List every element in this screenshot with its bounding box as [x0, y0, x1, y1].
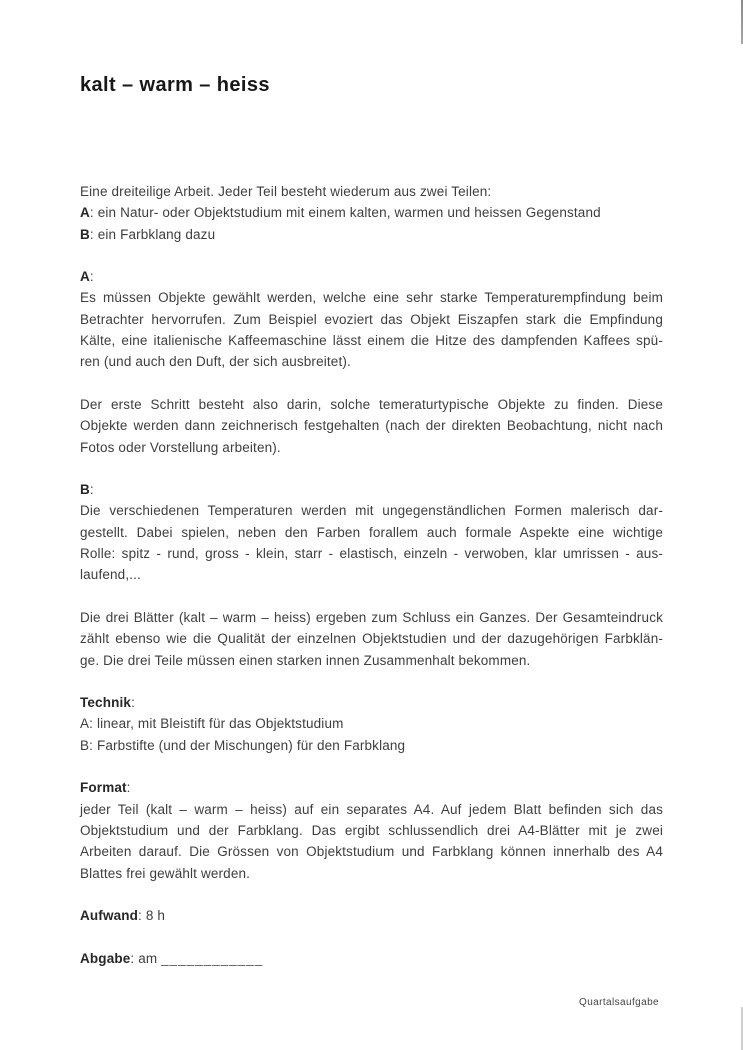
- aufwand-label: Aufwand: [80, 908, 139, 924]
- format-colon: :: [126, 780, 131, 796]
- text-line: Objekte werden dann zeichnerisch festgehalten (nach der direkten Beobachtung, nicht nach: [80, 418, 663, 434]
- text-line: laufend,...: [80, 567, 141, 583]
- text-line: Objektstudium und der Farbklang. Das ergibt schlussendlich drei A4-Blätter mit je zwei: [80, 822, 663, 838]
- section-a-colon: :: [89, 269, 94, 285]
- aufwand-text: : 8 h: [138, 908, 166, 924]
- abgabe-text: : am: [130, 950, 162, 966]
- text-line: Es müssen Objekte gewählt werden, welche eine sehr starke Temperaturempfindung beim: [80, 290, 663, 306]
- text-line: ren (und auch den Duft, der sich ausbreitet).: [80, 354, 351, 370]
- document-body: [80, 181, 663, 969]
- technik-label: Technik: [80, 695, 132, 711]
- date-blank-field: ____________: [161, 950, 264, 966]
- text-line: Betrachter hervorrufen. Zum Beispiel evoziert das Objekt Eiszapfen stark die Empfindung: [80, 311, 663, 327]
- paragraph-ganzes: [80, 607, 663, 671]
- format-heading: [80, 777, 663, 798]
- section-b-colon: :: [89, 482, 94, 498]
- format-block: [80, 777, 663, 883]
- text-line: Der erste Schritt besteht also darin, solche temeraturtypische Objekte zu finden. Diese: [80, 396, 663, 412]
- item-a-text: : ein Natur- oder Objektstudium mit einem kalten, warmen und heissen Gegenstand: [89, 205, 601, 221]
- section-b-label: B: [80, 482, 90, 498]
- text-line: Fotos oder Vorstellung arbeiten).: [80, 439, 281, 455]
- text-line: Kälte, eine italienische Kaffeemaschine lässt einem die Hitze des dampfenden Kaffees spü-: [80, 333, 663, 349]
- text-line: Eine dreiteilige Arbeit. Jeder Teil besteht wiederum aus zwei Teilen:: [80, 184, 492, 199]
- aufwand-block: [80, 905, 663, 926]
- technik-block: [80, 692, 663, 756]
- text-line: Die drei Blätter (kalt – warm – heiss) ergeben zum Schluss ein Ganzes. Der Gesamteindruck: [80, 609, 663, 625]
- text-line: gestellt. Dabei spielen, neben den Farben forallem auch formale Aspekte eine wichtige: [80, 524, 663, 540]
- text-line: Arbeiten darauf. Die Grössen von Objektstudium und Farbklang können innerhalb des A4: [80, 844, 663, 860]
- text-line: jeder Teil (kalt – warm – heiss) auf ein separates A4. Auf jedem Blatt befinden sich das: [80, 801, 663, 817]
- intro-item-a: [80, 202, 663, 223]
- abgabe-line: [80, 948, 663, 969]
- abgabe-block: [80, 948, 663, 969]
- aufwand-line: [80, 905, 663, 926]
- section-a-label: A: [80, 269, 90, 285]
- section-b-heading: [80, 479, 663, 500]
- intro-item-b: [80, 224, 663, 245]
- item-a-label: A: [80, 205, 90, 221]
- section-b-block: [80, 479, 663, 585]
- footer-label: Quartalsaufgabe: [579, 997, 659, 1008]
- section-a-heading: [80, 266, 663, 287]
- technik-colon: :: [131, 695, 135, 711]
- format-label: Format: [80, 780, 127, 796]
- text-line: ge. Die drei Teile müssen einen starken innen Zusammenhalt bekommen.: [80, 652, 531, 668]
- text-line: Blattes frei gewählt werden.: [80, 865, 251, 881]
- text-line: A: linear, mit Bleistift für das Objektstudium: [80, 716, 344, 732]
- page-content: [80, 0, 663, 969]
- text-line: B: Farbstifte (und der Mischungen) für den Farbklang: [80, 737, 406, 753]
- abgabe-label: Abgabe: [80, 950, 131, 966]
- text-line: zählt ebenso wie die Qualität der einzelnen Objektstudien und der dazugehörigen Farbklän-: [80, 631, 663, 647]
- section-a-block: [80, 266, 663, 372]
- item-b-label: B: [80, 226, 90, 242]
- item-b-text: : ein Farbklang dazu: [89, 226, 216, 242]
- technik-heading: [80, 692, 663, 713]
- paragraph-schritt: [80, 394, 663, 458]
- text-line: Die verschiedenen Temperaturen werden mit ungegenständlichen Formen malerisch dar-: [80, 503, 663, 519]
- intro-block: [80, 181, 663, 245]
- page-title: kalt – warm – heiss: [80, 74, 270, 96]
- text-line: Rolle: spitz - rund, gross - klein, starr - elastisch, einzeln - verwoben, klar umrissen - aus-: [80, 546, 663, 562]
